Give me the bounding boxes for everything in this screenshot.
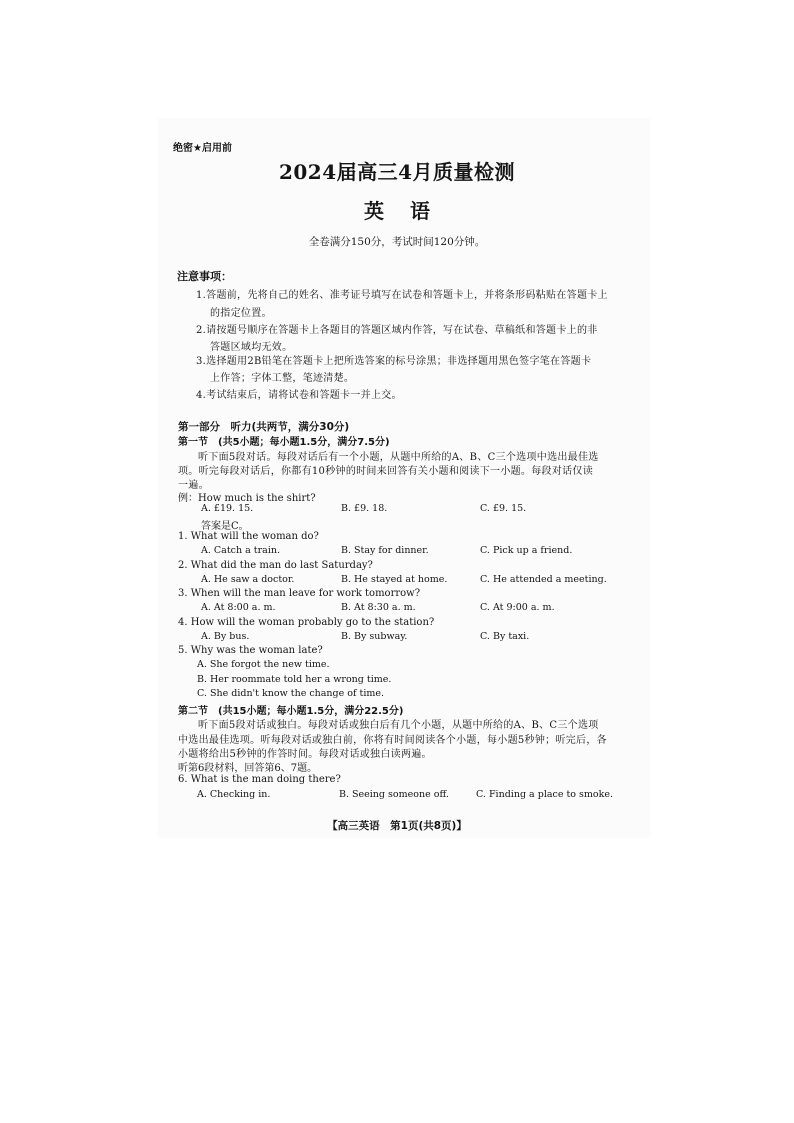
question-3-option-c: C. At 9:00 a. m. [480,602,555,613]
question-5-option-b: B. Her roommate told her a wrong time. [197,674,392,685]
question-3: 3. When will the man leave for work tomorrow? [178,588,421,599]
section2-heading: 第二节 (共15小题；每小题1.5分，满分22.5分) [178,706,404,717]
example-option-c: C. £9. 15. [480,503,527,514]
question-4-option-b: B. By subway. [341,631,408,642]
notice-line: 的指定位置。 [210,308,272,319]
notice-line: 答题区域均无效。 [210,342,293,353]
question-6: 6. What is the man doing there? [178,774,341,785]
question-4: 4. How will the woman probably go to the station? [178,617,435,628]
example-option-a: A. £19. 15. [201,503,254,514]
section1-intro-line: 项。听完每段对话后，你都有10秒钟的时间来回答有关小题和阅读下一小题。每段对话仅读 [178,466,594,477]
question-5-option-a: A. She forgot the new time. [197,659,330,670]
material-note: 听第6段材料，回答第6、7题。 [178,763,318,774]
section2-intro-line: 听下面5段对话或独白。每段对话或独白后有几个小题，从题中所给的A、B、C三个选项 [198,720,599,731]
question-3-option-a: A. At 8:00 a. m. [201,602,276,613]
section2-intro-line: 中选出最佳选项。听每段对话或独白前，你将有时间阅读各个小题，每小题5秒钟；听完后，各 [178,735,607,746]
notice-line: 4.考试结束后，请将试卷和答题卡一并上交。 [196,390,402,401]
question-2-option-b: B. He stayed at home. [341,574,448,585]
exam-title: 2024届高三4月质量检测 [278,160,516,184]
secret-mark: 绝密★启用前 [173,143,232,154]
question-6-option-c: C. Finding a place to smoke. [476,789,614,800]
notice-line: 上作答；字体工整，笔迹清楚。 [210,373,355,384]
question-6-option-b: B. Seeing someone off. [339,789,449,800]
notice-line: 2.请按题号顺序在答题卡上各题目的答题区域内作答，写在试卷、草稿纸和答题卡上的非 [196,325,598,336]
page-footer: 【高三英语 第1页(共8页)】 [327,820,467,832]
question-2: 2. What did the man do last Saturday? [178,560,373,571]
section1-intro-line: 听下面5段对话。每段对话后有一个小题，从题中所给的A、B、C三个选项中选出最佳选 [198,452,599,463]
question-6-option-a: A. Checking in. [197,789,271,800]
score-note: 全卷满分150分，考试时间120分钟。 [308,236,486,248]
notice-line: 1.答题前，先将自己的姓名、准考证号填写在试卷和答题卡上，并将条形码粘贴在答题卡上 [196,290,608,301]
question-1-option-c: C. Pick up a friend. [480,545,573,556]
question-1-option-a: A. Catch a train. [201,545,280,556]
notice-heading: 注意事项： [177,270,232,283]
example-answer: 答案是C。 [201,521,249,532]
example-question: 例：How much is the shirt? [178,493,316,504]
example-option-b: B. £9. 18. [341,503,388,514]
question-3-option-b: B. At 8:30 a. m. [341,602,416,613]
part1-heading: 第一部分 听力(共两节，满分30分) [178,421,350,433]
question-2-option-a: A. He saw a doctor. [201,574,295,585]
question-1: 1. What will the woman do? [178,531,319,542]
notice-line: 3.选择题用2B铅笔在答题卡上把所选答案的标号涂黑；非选择题用黑色签字笔在答题卡 [196,356,592,367]
question-5: 5. Why was the woman late? [178,645,323,656]
question-2-option-c: C. He attended a meeting. [480,574,607,585]
section2-intro-line: 小题将给出5秒钟的作答时间。每段对话或独白读两遍。 [178,749,432,760]
question-4-option-c: C. By taxi. [480,631,530,642]
section1-heading: 第一节 (共5小题；每小题1.5分，满分7.5分) [178,437,390,448]
question-1-option-b: B. Stay for dinner. [341,545,429,556]
question-4-option-a: A. By bus. [201,631,250,642]
question-5-option-c: C. She didn't know the change of time. [197,688,385,699]
exam-subject: 英语 [364,199,456,223]
section1-intro-line: 一遍。 [178,480,209,491]
